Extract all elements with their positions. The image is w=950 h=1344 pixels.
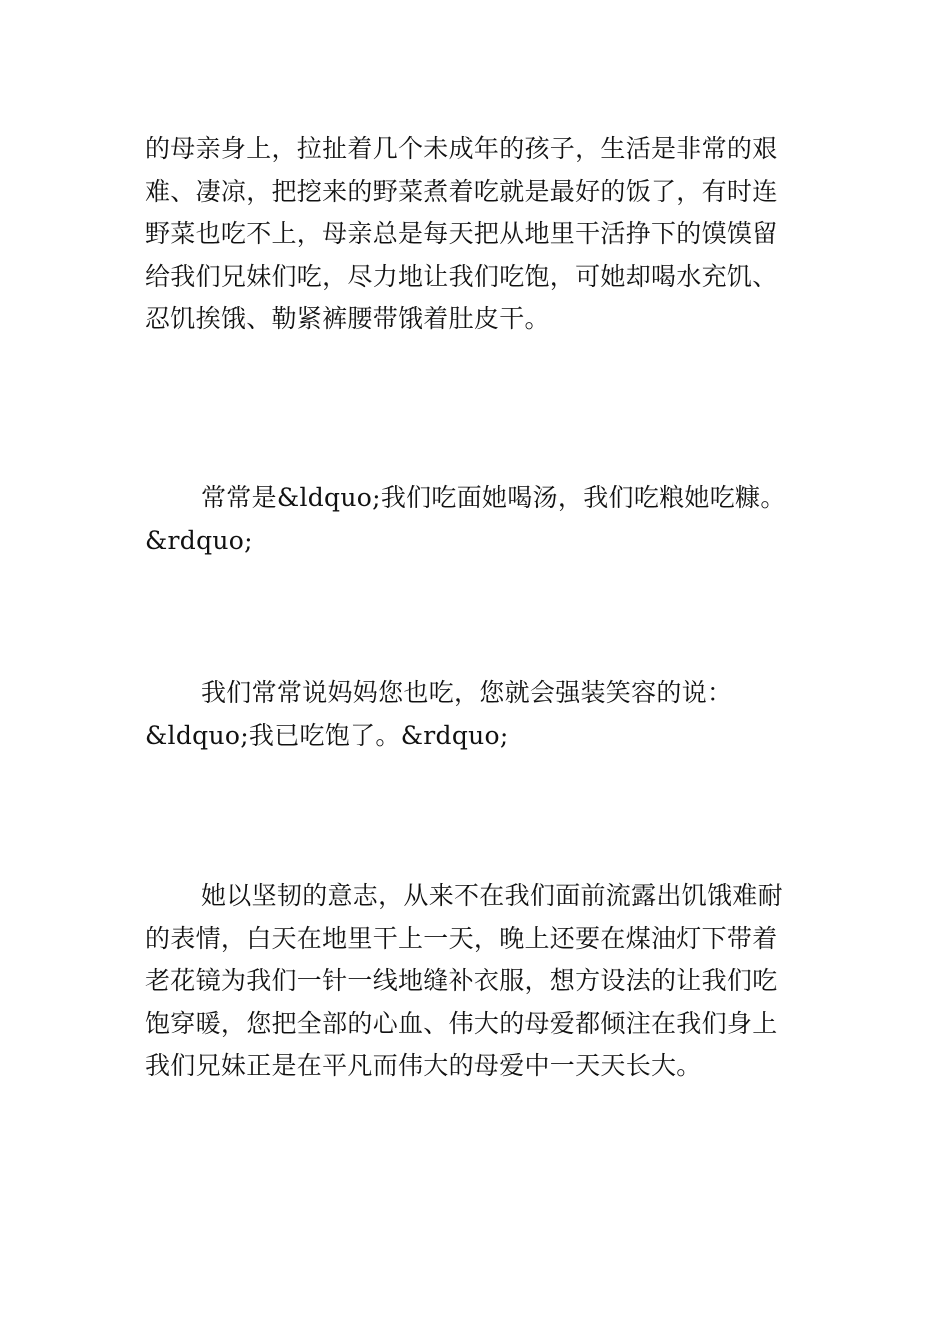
text-line: 饱穿暖，您把全部的心血、伟大的母爱都倾注在我们身上	[145, 1008, 778, 1038]
text-line: 我们常常说妈妈您也吃，您就会强装笑容的说：	[201, 678, 733, 707]
text-line: 给我们兄妹们吃，尽力地让我们吃饱，可她却喝水充饥、	[145, 261, 778, 291]
text-line: 野菜也吃不上，母亲总是每天把从地里干活挣下的馍馍留	[145, 219, 778, 248]
text-line: 忍饥挨饿、勒紧裤腰带饿着肚皮干。	[145, 304, 550, 333]
text-line: 她以坚韧的意志，从来不在我们面前流露出饥饿难耐	[201, 881, 783, 910]
text-line: 老花镜为我们一针一线地缝补衣服，想方设法的让我们吃	[145, 966, 778, 995]
paragraph-4	[145, 875, 825, 1088]
text-line: 的表情，白天在地里干上一天，晚上还要在煤油灯下带着	[145, 923, 778, 953]
text-line: 难、凄凉，把挖来的野菜煮着吃就是最好的饭了，有时连	[145, 176, 778, 206]
paragraph-3	[145, 672, 825, 757]
text-line: &ldquo;我已吃饱了。&rdquo;	[145, 720, 509, 750]
text-line: 的母亲身上，拉扯着几个未成年的孩子，生活是非常的艰	[145, 134, 778, 163]
paragraph-2	[145, 477, 825, 562]
text-line: &rdquo;	[145, 525, 253, 555]
text-line: 我们兄妹正是在平凡而伟大的母爱中一天天长大。	[145, 1051, 702, 1080]
paragraph-1	[145, 128, 825, 341]
text-line: 常常是&ldquo;我们吃面她喝汤，我们吃粮她吃糠。	[201, 483, 786, 512]
